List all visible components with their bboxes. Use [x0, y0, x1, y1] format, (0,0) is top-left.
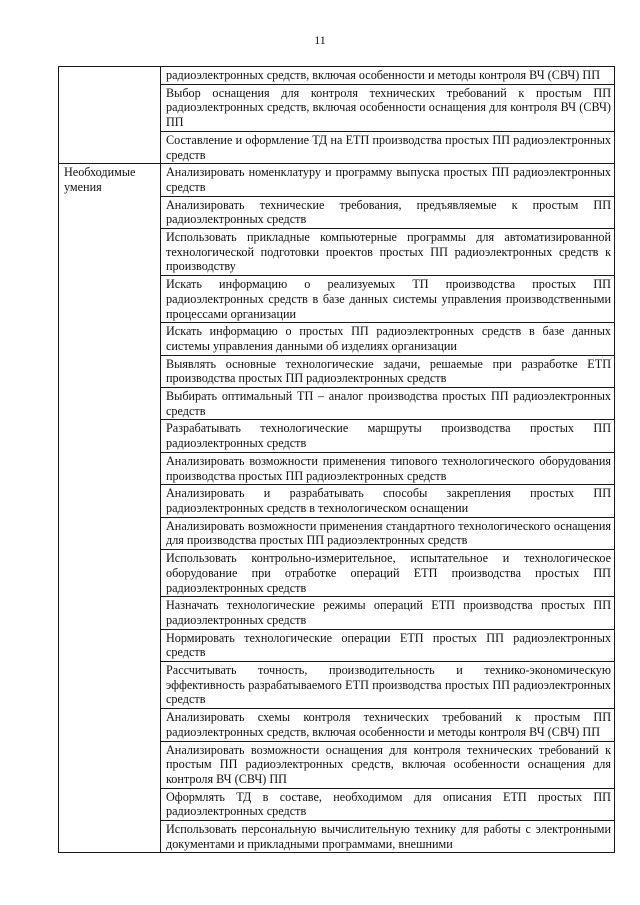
table-cell: Анализировать схемы контроля технических требований к простым ПП радиоэлектронных средств, включая особенности и методы контроля ВЧ (СВЧ) ПП	[161, 709, 615, 741]
page-number: 11	[314, 33, 326, 47]
table-row	[59, 67, 615, 85]
table-cell: Искать информацию о простых ПП радиоэлектронных средств в базе данных системы управления данными об изделиях организации	[161, 323, 615, 355]
table-cell: Оформлять ТД в составе, необходимом для описания ЕТП простых ПП радиоэлектронных средств	[161, 788, 615, 820]
table-cell: Выявлять основные технологические задачи, решаемые при разработке ЕТП производства простых ПП радиоэлектронных средств	[161, 355, 615, 387]
table-cell: Выбирать оптимальный ТП – аналог производства простых ПП радиоэлектронных средств	[161, 388, 615, 420]
table-cell: Использовать прикладные компьютерные программы для автоматизированной технологической подготовки проектов простых ПП радиоэлектронных средств к производству	[161, 229, 615, 276]
table-cell: Разрабатывать технологические маршруты производства простых ПП радиоэлектронных средств	[161, 420, 615, 452]
table-cell: Составление и оформление ТД на ЕТП производства простых ПП радиоэлектронных средств	[161, 131, 615, 163]
table-cell: Анализировать возможности применения типового технологического оборудования производства простых ПП радиоэлектронных средств	[161, 452, 615, 484]
row-label-empty	[59, 67, 161, 164]
table-cell: Нормировать технологические операции ЕТП простых ПП радиоэлектронных средств	[161, 629, 615, 661]
table-cell: Анализировать технические требования, предъявляемые к простым ПП радиоэлектронных средств	[161, 196, 615, 228]
skills-label: Необходимые умения	[59, 164, 161, 853]
table-cell: Использовать контрольно-измерительное, испытательное и технологическое оборудование при отработке операций ЕТП производства простых ПП радиоэлектронных средств	[161, 550, 615, 597]
table-cell: Анализировать номенклатуру и программу выпуска простых ПП радиоэлектронных средств	[161, 164, 615, 196]
table-cell: Использовать персональную вычислительную технику для работы с электронными документами и прикладными программами, внешними	[161, 821, 615, 853]
table-cell: Рассчитывать точность, производительность и технико-экономическую эффективность разрабатываемого ЕТП производства простых ПП радиоэлектронных средств	[161, 662, 615, 709]
requirements-table	[58, 66, 615, 853]
table-row	[59, 164, 615, 196]
table-cell: Анализировать и разрабатывать способы закрепления простых ПП радиоэлектронных средств в технологическом оснащении	[161, 485, 615, 517]
table-cell: Искать информацию о реализуемых ТП производства простых ПП радиоэлектронных средств в базе данных системы управления производственными процессами организации	[161, 276, 615, 323]
table-cell: Анализировать возможности оснащения для контроля технических требований к простым ПП радиоэлектронных средств, включая особенности оснащения для контроля ВЧ (СВЧ) ПП	[161, 741, 615, 788]
table-cell: Анализировать возможности применения стандартного технологического оснащения для производства простых ПП радиоэлектронных средств	[161, 517, 615, 549]
table-cell: Назначать технологические режимы операций ЕТП производства простых ПП радиоэлектронных средств	[161, 597, 615, 629]
table-cell: Выбор оснащения для контроля технических требований к простым ПП радиоэлектронных средств, включая особенности оснащения для контроля ВЧ (СВЧ) ПП	[161, 84, 615, 131]
table-cell: радиоэлектронных средств, включая особенности и методы контроля ВЧ (СВЧ) ПП	[161, 67, 615, 85]
